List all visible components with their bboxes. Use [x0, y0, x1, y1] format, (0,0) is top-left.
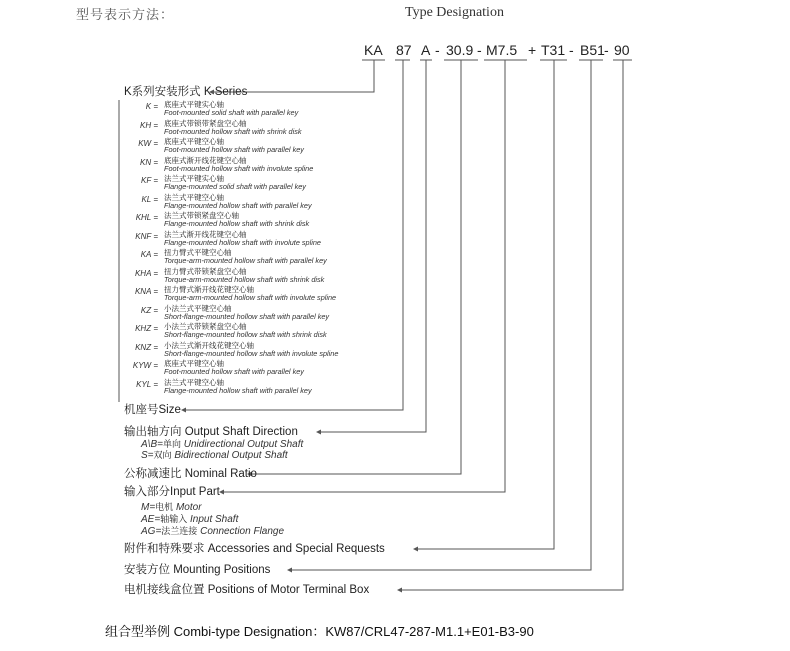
- input-part-en-3: Connection Flange: [200, 526, 285, 537]
- code-dash-3: -: [569, 42, 574, 58]
- k-series-cn: 法兰式平键空心轴: [164, 377, 224, 387]
- k-series-cn: 小法兰式带锁紧盘空心轴: [164, 322, 247, 331]
- k-series-key: KHZ =: [135, 324, 158, 333]
- k-series-key: KYL =: [136, 379, 158, 389]
- code-accessories: T31: [541, 42, 566, 58]
- k-series-en: Flange-mounted hollow shaft with parallel key: [164, 200, 312, 210]
- output-shaft-key-1: A\B=: [141, 439, 163, 450]
- ratio-label: 公称减速比 Nominal Ratio: [124, 468, 257, 480]
- k-series-cn: 法兰式平键实心轴: [164, 174, 224, 183]
- code-dash-1: -: [435, 42, 440, 58]
- arrow-size: [181, 408, 186, 413]
- connector-direction: [320, 60, 426, 432]
- k-series-cn: 小法兰式平键空心轴: [164, 303, 232, 313]
- input-part-line-2: [141, 515, 238, 525]
- k-series-cn: 底座式带锁带紧盘空心轴: [164, 118, 247, 128]
- k-series-cn: 底座式平键空心轴: [164, 137, 224, 146]
- k-series-key: KW =: [138, 139, 158, 148]
- k-series-key: KZ =: [140, 305, 158, 315]
- k-series-key: KNF =: [135, 231, 158, 241]
- input-part-cn-2: 轴输入: [160, 515, 188, 525]
- combi-label: 组合型举例 Combi-type Designation：: [105, 624, 326, 639]
- k-series-en: Foot-mounted hollow shaft with shrink disk: [164, 126, 302, 136]
- input-part-key-1: M=: [141, 502, 156, 513]
- code-size: 87: [396, 42, 412, 58]
- connector-accessories: [417, 60, 554, 549]
- code-dash-4: -: [604, 42, 609, 58]
- output-shaft-label: 输出轴方向 Output Shaft Direction: [124, 426, 298, 438]
- k-series-en: Torque-arm-mounted hollow shaft with parallel key: [164, 256, 327, 265]
- k-series-cn: 底座式平键空心轴: [164, 359, 224, 368]
- k-series-en: Short-flange-mounted hollow shaft with shrink disk: [164, 330, 327, 339]
- k-series-key: KHL =: [135, 213, 158, 222]
- k-series-en: Flange-mounted hollow shaft with shrink disk: [164, 219, 310, 228]
- arrow-terminal: [397, 588, 402, 593]
- terminal-box-label: 电机接线盒位置 Positions of Motor Terminal Box: [124, 584, 370, 596]
- k-series-key: K =: [145, 102, 158, 111]
- k-series-en: Foot-mounted hollow shaft with parallel key: [164, 367, 304, 376]
- size-label: 机座号Size: [124, 404, 181, 416]
- k-series-cn: 法兰式渐开线花键空心轴: [164, 229, 247, 239]
- output-shaft-en-2: Bidirectional Output Shaft: [174, 450, 288, 461]
- k-series-cn: 小法兰式渐开线花键空心轴: [164, 340, 254, 350]
- code-plus: +: [528, 42, 537, 58]
- k-series-key: KNA =: [134, 287, 158, 296]
- k-series-key: KNZ =: [135, 342, 158, 352]
- k-series-key: KA =: [140, 250, 158, 259]
- combi-value: KW87/CRL47-287-M1.1+E01-B3-90: [325, 624, 534, 639]
- k-series-key: KN =: [139, 157, 158, 167]
- input-part-en-2: Input Shaft: [189, 514, 239, 525]
- input-part-label: 输入部分Input Part: [124, 486, 220, 498]
- arrow-mounting: [287, 568, 292, 573]
- combi-example: [105, 625, 534, 638]
- k-series-en: Torque-arm-mounted hollow shaft with shrink disk: [164, 274, 325, 284]
- connector-terminal: [401, 60, 623, 590]
- k-series-key: KL =: [141, 194, 158, 204]
- arrow-direction: [316, 430, 321, 435]
- input-part-key-3: AG=: [141, 526, 162, 537]
- input-part-cn-1: 电机: [155, 503, 174, 513]
- k-series-en: Short-flange-mounted hollow shaft with parallel key: [164, 311, 330, 321]
- arrow-accessories: [413, 547, 418, 552]
- connector-mounting: [291, 60, 591, 570]
- title-en: Type Designation: [405, 5, 504, 20]
- k-series-label: K系列安装形式 K Series: [124, 86, 248, 98]
- input-part-line-1: [141, 503, 202, 513]
- k-series-key: KH =: [139, 120, 158, 130]
- k-series-en: Flange-mounted solid shaft with parallel key: [164, 182, 306, 191]
- input-part-key-2: AE=: [141, 514, 161, 525]
- k-series-key: KHA =: [134, 268, 158, 278]
- code-ratio: 30.9: [446, 42, 474, 58]
- code-terminal: 90: [614, 42, 630, 58]
- k-series-en: Flange-mounted hollow shaft with parallel key: [164, 385, 312, 395]
- output-shaft-cn-2: 双向: [153, 451, 172, 461]
- output-shaft-line-2: [141, 451, 288, 461]
- k-series-key: KF =: [141, 176, 158, 185]
- output-shaft-line-1: [141, 440, 303, 450]
- code-mounting: B51: [580, 42, 605, 58]
- code-dash-2: -: [477, 42, 482, 58]
- k-series-cn: 底座式平键实心轴: [164, 100, 224, 109]
- output-shaft-key-2: S=: [141, 450, 154, 461]
- k-series-en: Foot-mounted hollow shaft with parallel key: [164, 145, 304, 154]
- connector-ratio: [251, 60, 461, 474]
- k-series-cn: 法兰式平键空心轴: [164, 192, 224, 202]
- k-series-en: Torque-arm-mounted hollow shaft with involute spline: [164, 293, 337, 302]
- k-series-cn: 底座式渐开线花键空心轴: [164, 155, 247, 165]
- k-series-cn: 扭力臂式带锁紧盘空心轴: [164, 266, 247, 276]
- input-part-line-3: [141, 527, 284, 537]
- output-shaft-cn-1: 单向: [162, 440, 181, 450]
- input-part-en-1: Motor: [175, 502, 202, 513]
- k-series-cn: 扭力臂式渐开线花键空心轴: [164, 285, 254, 294]
- k-series-key: KYW =: [132, 361, 158, 370]
- k-series-en: Foot-mounted hollow shaft with involute spline: [164, 163, 314, 173]
- code-ka: KA: [364, 42, 383, 58]
- k-series-cn: 法兰式带锁紧盘空心轴: [164, 211, 239, 220]
- code-direction: A: [421, 42, 431, 58]
- title-cn: 型号表示方法：: [76, 7, 175, 22]
- output-shaft-en-1: Unidirectional Output Shaft: [183, 439, 304, 450]
- k-series-en: Flange-mounted hollow shaft with involute spline: [164, 237, 321, 247]
- accessories-label: 附件和特殊要求 Accessories and Special Requests: [124, 543, 385, 555]
- input-part-cn-3: 法兰连接: [161, 527, 198, 537]
- mounting-label: 安装方位 Mounting Positions: [124, 564, 271, 576]
- code-input: M7.5: [486, 42, 518, 58]
- k-series-cn: 扭力臂式平键空心轴: [164, 248, 232, 257]
- k-series-en: Short-flange-mounted hollow shaft with involute spline: [164, 348, 339, 358]
- k-series-en: Foot-mounted solid shaft with parallel key: [164, 108, 299, 117]
